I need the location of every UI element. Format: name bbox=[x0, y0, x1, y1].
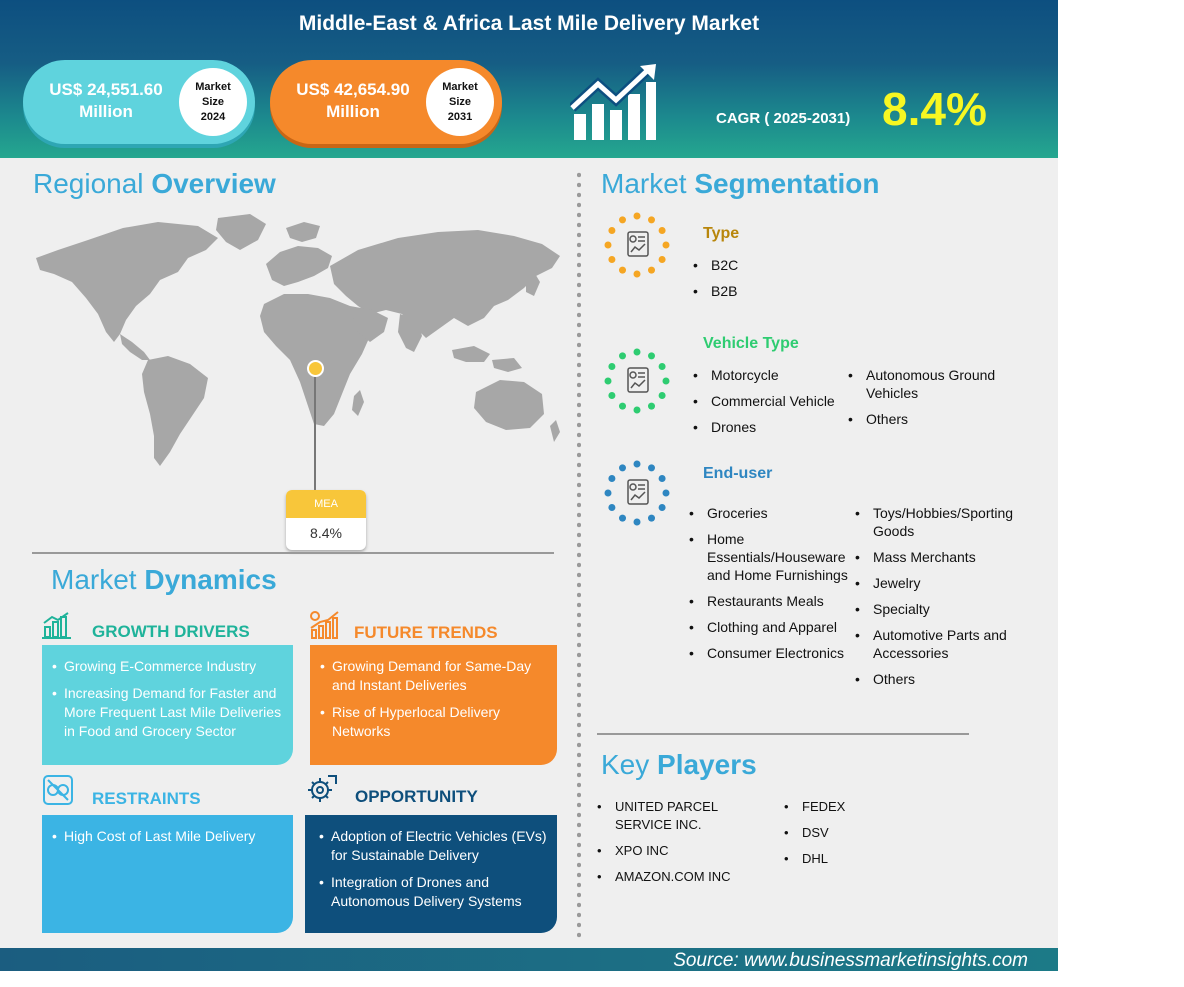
list-item: • Others bbox=[855, 670, 1030, 688]
market-size-2031-badge bbox=[426, 68, 494, 136]
growth-chart-icon bbox=[570, 64, 660, 142]
title-light: Market bbox=[601, 168, 695, 199]
list-item: • Automotive Parts and Accessories bbox=[855, 626, 1030, 662]
title-light: Market bbox=[51, 564, 145, 595]
page-title: Middle-East & Africa Last Mile Delivery Market bbox=[298, 12, 760, 35]
list-item: • Others bbox=[848, 410, 1008, 428]
mea-cagr-value: 8.4% bbox=[310, 525, 342, 541]
key-players-title bbox=[601, 749, 757, 781]
title-bold: Segmentation bbox=[694, 168, 880, 199]
list-item: • Drones bbox=[693, 418, 843, 436]
cagr-label: CAGR ( 2025-2031) bbox=[716, 110, 851, 127]
market-size-2031-amount: US$ 42,654.90 bbox=[296, 80, 410, 99]
type-list bbox=[693, 256, 843, 300]
badge-year: 2031 bbox=[447, 111, 473, 123]
restraints-box bbox=[42, 815, 293, 933]
list-item: • AMAZON.COM INC bbox=[597, 868, 777, 886]
list-item: • Growing E-Commerce Industry bbox=[52, 657, 283, 676]
end-user-list-col1 bbox=[689, 504, 853, 662]
badge-label-size: Size bbox=[201, 96, 224, 108]
market-size-2024-value bbox=[31, 79, 181, 123]
opportunity-heading: OPPORTUNITY bbox=[355, 787, 478, 806]
growth-drivers-icon bbox=[42, 611, 72, 639]
mea-label: MEA bbox=[286, 490, 366, 518]
list-item: • Toys/Hobbies/Sporting Goods bbox=[855, 504, 1030, 540]
vertical-dotted-divider bbox=[577, 170, 581, 938]
title-bold: Overview bbox=[151, 168, 276, 199]
list-item: • Growing Demand for Same-Day and Instant Deliveries bbox=[320, 657, 547, 695]
type-heading: Type bbox=[703, 225, 740, 242]
list-item: • Consumer Electronics bbox=[689, 644, 853, 662]
end-user-list-col2 bbox=[855, 504, 1030, 688]
vehicle-type-segment-icon bbox=[604, 348, 670, 414]
end-user-heading: End-user bbox=[703, 465, 773, 482]
market-size-2024-badge bbox=[179, 68, 247, 136]
opportunity-box bbox=[305, 815, 557, 933]
market-size-2031-value bbox=[278, 79, 428, 123]
list-item: • Jewelry bbox=[855, 574, 1030, 592]
restraints-heading: RESTRAINTS bbox=[92, 789, 201, 808]
list-item: • Clothing and Apparel bbox=[689, 618, 853, 636]
list-item: • Increasing Demand for Faster and More Frequent Last Mile Deliveries in Food and Grocery Sector bbox=[52, 684, 283, 741]
source-credit: Source: www.businessmarketinsights.com bbox=[673, 950, 1028, 971]
badge-label-market: Market bbox=[195, 81, 231, 93]
opportunity-icon bbox=[306, 774, 338, 806]
list-item: • FEDEX bbox=[784, 798, 904, 816]
market-size-2031-unit: Million bbox=[326, 102, 380, 121]
list-item: • Mass Merchants bbox=[855, 548, 1030, 566]
list-item: • Integration of Drones and Autonomous Delivery Systems bbox=[319, 873, 547, 911]
list-item: • Restaurants Meals bbox=[689, 592, 853, 610]
badge-label-market: Market bbox=[442, 81, 478, 93]
title-light: Regional bbox=[33, 168, 152, 199]
list-item: • B2B bbox=[693, 282, 843, 300]
mea-location-marker bbox=[307, 360, 324, 377]
list-item: • Autonomous Ground Vehicles bbox=[848, 366, 1008, 402]
key-players-list-col1 bbox=[597, 798, 777, 886]
list-item: • DSV bbox=[784, 824, 904, 842]
mea-pointer-line bbox=[314, 369, 316, 491]
market-size-2024-card bbox=[23, 60, 255, 144]
growth-drivers-box bbox=[42, 645, 293, 765]
list-item: • Motorcycle bbox=[693, 366, 843, 384]
section-divider bbox=[32, 552, 554, 554]
vehicle-type-list-col2 bbox=[848, 366, 1008, 428]
type-segment-icon bbox=[604, 212, 670, 278]
market-size-2031-card bbox=[270, 60, 502, 144]
market-size-2024-unit: Million bbox=[79, 102, 133, 121]
future-trends-box bbox=[310, 645, 557, 765]
list-item: • Adoption of Electric Vehicles (EVs) for Sustainable Delivery bbox=[319, 827, 547, 865]
market-dynamics-title bbox=[51, 564, 277, 596]
market-segmentation-title bbox=[601, 168, 880, 200]
list-item: • DHL bbox=[784, 850, 904, 868]
restraints-icon bbox=[42, 774, 74, 806]
section-divider bbox=[597, 733, 969, 735]
badge-year: 2024 bbox=[200, 111, 226, 123]
list-item: • XPO INC bbox=[597, 842, 777, 860]
list-item: • High Cost of Last Mile Delivery bbox=[52, 827, 283, 846]
list-item: • UNITED PARCEL SERVICE INC. bbox=[597, 798, 777, 834]
future-trends-icon bbox=[308, 610, 340, 640]
growth-drivers-heading: GROWTH DRIVERS bbox=[92, 622, 250, 641]
regional-overview-title bbox=[33, 168, 276, 200]
list-item: • Commercial Vehicle bbox=[693, 392, 843, 410]
vehicle-type-heading: Vehicle Type bbox=[703, 335, 799, 352]
vehicle-type-list-col1 bbox=[693, 366, 843, 436]
mea-callout bbox=[286, 490, 366, 550]
list-item: • Rise of Hyperlocal Delivery Networks bbox=[320, 703, 547, 741]
market-size-2024-amount: US$ 24,551.60 bbox=[49, 80, 163, 99]
list-item: • B2C bbox=[693, 256, 843, 274]
list-item: • Specialty bbox=[855, 600, 1030, 618]
title-light: Key bbox=[601, 749, 658, 780]
title-bold: Dynamics bbox=[144, 564, 277, 595]
badge-label-size: Size bbox=[448, 96, 471, 108]
list-item: • Home Essentials/Houseware and Home Furnishings bbox=[689, 530, 853, 584]
title-bold: Players bbox=[657, 749, 757, 780]
world-map-icon bbox=[28, 210, 568, 480]
end-user-segment-icon bbox=[604, 460, 670, 526]
future-trends-heading: FUTURE TRENDS bbox=[354, 623, 498, 642]
cagr-value: 8.4% bbox=[882, 83, 987, 135]
list-item: • Groceries bbox=[689, 504, 853, 522]
key-players-list-col2 bbox=[784, 798, 904, 868]
